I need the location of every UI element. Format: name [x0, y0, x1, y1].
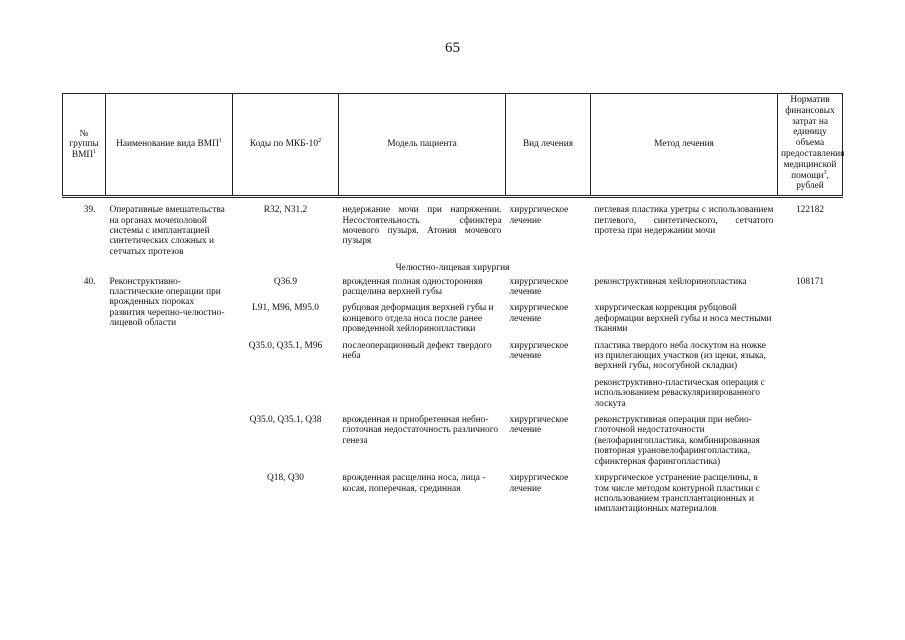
header-treatment-kind: Вид лечения	[506, 94, 591, 197]
row-40-norm: 108171	[795, 276, 825, 287]
row-40-method-5: хирургическое устранение расщелины, в том числе методом контурной пластики с использованием трансплантационных и имплантационных материалов	[594, 473, 760, 515]
row-40-kind-2: хирургическое лечение	[509, 303, 569, 324]
row-39-number: 39.	[83, 205, 96, 216]
header-group-no: № группы ВМП$^1$	[63, 94, 106, 197]
row-40-model-4: врожденная и приобретенная небно-глоточная недостаточность различного генеза	[342, 415, 499, 446]
row-39-method: петлевая пластика уретры с использованием петлевого, синтетического, сетчатого протеза при недержании мочи	[594, 205, 774, 236]
row-40-kind-1: хирургическое лечение	[509, 276, 569, 298]
table-row-40	[63, 276, 843, 298]
header-vmp-name: Наименование вида ВМП$^1$	[106, 94, 233, 197]
table-header-row	[63, 94, 843, 197]
row-40-codes-4: Q35.0, Q35.1, Q38	[249, 415, 322, 426]
section-heading: Челюстно-лицевая хирургия	[395, 263, 510, 274]
table-row-39	[63, 197, 843, 258]
vmp-table	[62, 93, 843, 515]
row-40-method-2: хирургическая коррекция рубцовой деформации верхней губы и носа местными тканями	[594, 303, 772, 335]
row-39-name: Оперативные вмешательства на органах мочеполовой системы с имплантацией синтетических сложных и сетчатых протезов	[109, 205, 225, 257]
row-40-method-1: реконструктивная хейлоринопластика	[594, 276, 747, 287]
row-40-codes-2: L91, M96, M95.0	[252, 303, 319, 314]
row-40-model-3: послеоперационный дефект твердого неба	[342, 340, 492, 362]
row-40-method-3: пластика твердого неба лоскутом на ножке из прилегающих участков (из щеки, языка, верхней губы, носогубной складки)	[594, 340, 766, 372]
row-40-number: 40.	[83, 276, 96, 287]
row-40-method-3-extra: реконструктивно-пластическая операция с использованием реваскуляризированного лоскута	[594, 377, 765, 409]
row-40-kind-5: хирургическое лечение	[509, 473, 569, 494]
row-39-norm: 122182	[795, 205, 825, 216]
header-patient-model: Модель пациента	[339, 94, 506, 197]
row-40-codes-1: Q36.9	[273, 276, 298, 287]
row-40-model-1: врожденная полная односторонняя расщелина верхней губы	[342, 276, 483, 298]
header-icd-codes: Коды по МКБ-$10^2$	[233, 94, 339, 197]
row-40-kind-4: хирургическое лечение	[509, 415, 569, 436]
row-39-kind: хирургическое лечение	[509, 205, 569, 226]
header-cost-norm: Норматив финансовых затрат на единицу объема предоставления медицинской помощи$^3$, рублей	[778, 94, 843, 197]
row-40-codes-5: Q18, Q30	[267, 473, 304, 484]
row-39-model: недержание мочи при напряжении. Несостоятельность сфинктера мочевого пузыря. Атония мочевого пузыря	[342, 205, 502, 247]
page-number: 65	[445, 40, 460, 56]
row-40-kind-3: хирургическое лечение	[509, 340, 569, 362]
section-row	[63, 257, 843, 275]
row-39-codes: R32, N31.2	[263, 205, 308, 216]
row-40-model-5: врожденная расщелина носа, лица - косая, поперечная, срединная	[342, 473, 486, 494]
row-40-model-2: рубцовая деформация верхней губы и концевого отдела носа после ранее проведенной хейлоринопластики	[342, 303, 494, 335]
row-40-name: Реконструктивно-пластические операции при врожденных пороках развития черепно-челюстно-лицевой области	[109, 276, 225, 329]
row-40-method-4: реконструктивная операция при небно-глоточной недостаточности (велофарингопластика, комбинированная повторная урановелофарингопластика, сфинктерная фарингопластика)	[594, 415, 760, 467]
row-40-codes-3: Q35.0, Q35.1, M96	[248, 340, 323, 351]
header-treatment-method: Метод лечения	[591, 94, 778, 197]
